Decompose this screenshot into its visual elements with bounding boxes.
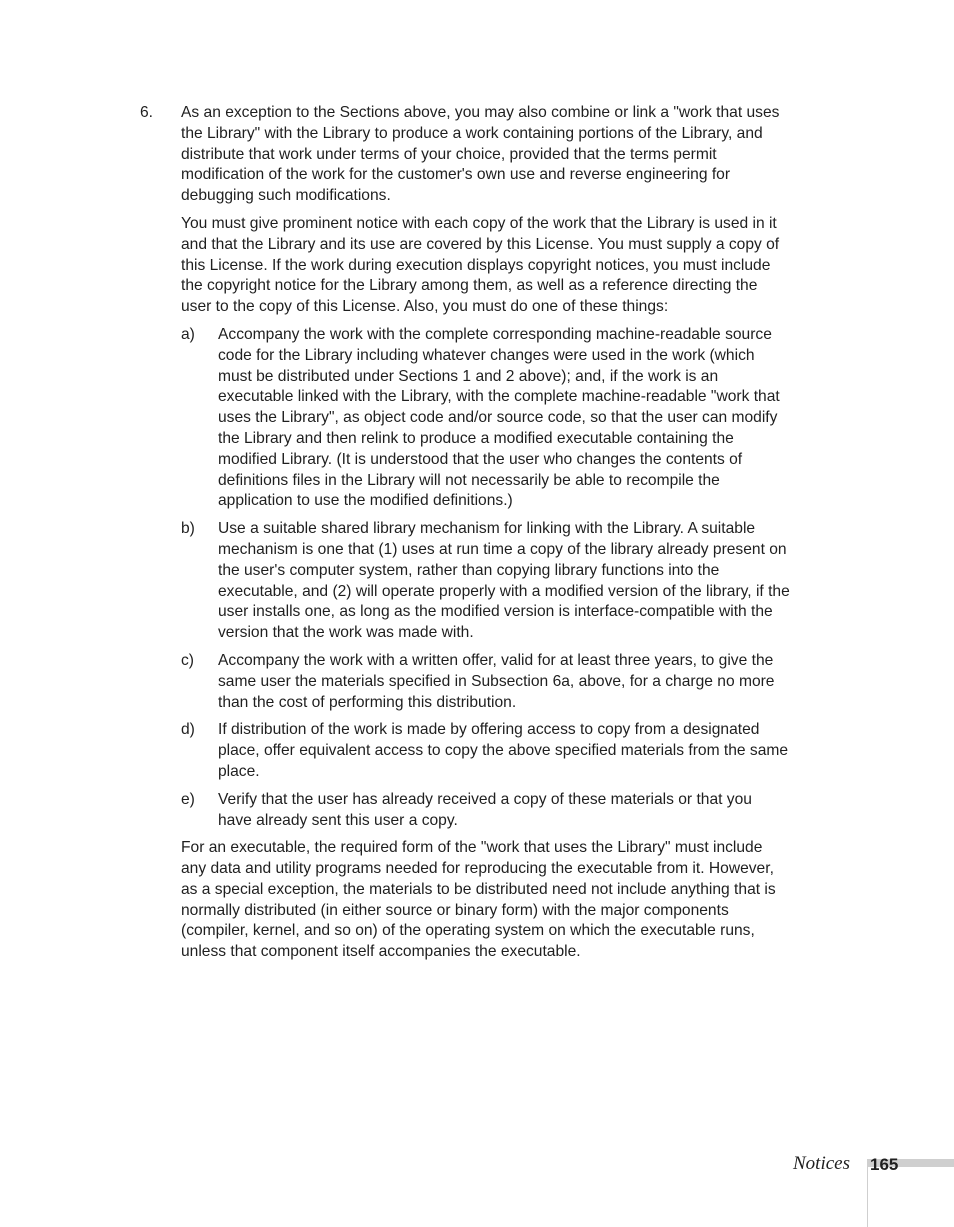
- list-item-text: Use a suitable shared library mechanism for linking with the Library. A suitable mechanism is one that (1) uses at run time a copy of the library already present on the user's computer system, rather than copying library functions into the executable, and (2) will operate properly with a modified version of the library, if the user installs one, as long as the modified version is interface-compatible with the version that the work was made with.: [218, 520, 790, 642]
- footer-divider: [867, 1159, 868, 1227]
- section-paragraph-2: You must give prominent notice with each copy of the work that the Library is used in it and that the Library and its use are covered by this License. You must supply a copy of this License. If the work during execution displays copyright notices, you must include the copyright notice for the Library among them, as well as a reference directing the user to the copy of this License. Also, you must do one of these things:: [181, 214, 780, 316]
- list-item-a: [181, 325, 790, 512]
- list-item-d: [181, 720, 790, 782]
- list-item-text: If distribution of the work is made by offering access to copy from a designated place, offer equivalent access to copy the above specified materials from the same place.: [218, 721, 789, 780]
- page-number: 165: [870, 1155, 899, 1174]
- list-item-text: Accompany the work with the complete corresponding machine-readable source code for the Library including whatever changes were used in the work (which must be distributed under Sections 1 and 2 above); and, if the work is an executable linked with the Library, with the complete machine-readable "work that uses the Library", as object code and/or source code, so that the user can modify the Library and then relink to produce a modified executable containing the modified Library. (It is understood that the user who changes the contents of definitions files in the Library will not necessarily be able to recompile the application to use the modified definitions.): [218, 325, 780, 510]
- section-paragraph-1: As an exception to the Sections above, you may also combine or link a "work that uses the Library" with the Library to produce a work containing portions of the Library, and distribute that work under terms of your choice, provided that the terms permit modification of the work for the customer's own use and reverse engineering for debugging such modifications.: [181, 104, 780, 205]
- page-body: [140, 103, 790, 970]
- closing-paragraph: For an executable, the required form of the "work that uses the Library" must include any data and utility programs needed for reproducing the executable from it. However, as a special exception, the materials to be distributed need not include anything that is normally distributed (in either source or binary form) with the major components (compiler, kernel, and so on) of the operating system on which the executable runs, unless that component itself accompanies the executable.: [181, 839, 776, 961]
- license-section-6: [140, 103, 790, 970]
- list-item-letter: e): [181, 790, 195, 808]
- list-item-letter: a): [181, 325, 195, 343]
- list-item-text: Verify that the user has already received a copy of these materials or that you have already sent this user a copy.: [218, 790, 752, 829]
- list-item-text: Accompany the work with a written offer, valid for at least three years, to give the same user the materials specified in Subsection 6a, above, for a charge no more than the cost of performing this distribution.: [218, 651, 775, 711]
- section-content: [181, 103, 790, 970]
- list-item-letter: b): [181, 520, 195, 538]
- list-item-e: [181, 790, 790, 832]
- footer-section-name: Notices: [793, 1153, 850, 1174]
- list-item-letter: c): [181, 651, 194, 669]
- requirement-list: [181, 325, 790, 831]
- section-number: 6.: [140, 104, 154, 121]
- list-item-letter: d): [181, 721, 195, 739]
- list-item-b: [181, 519, 790, 644]
- list-item-c: [181, 651, 790, 713]
